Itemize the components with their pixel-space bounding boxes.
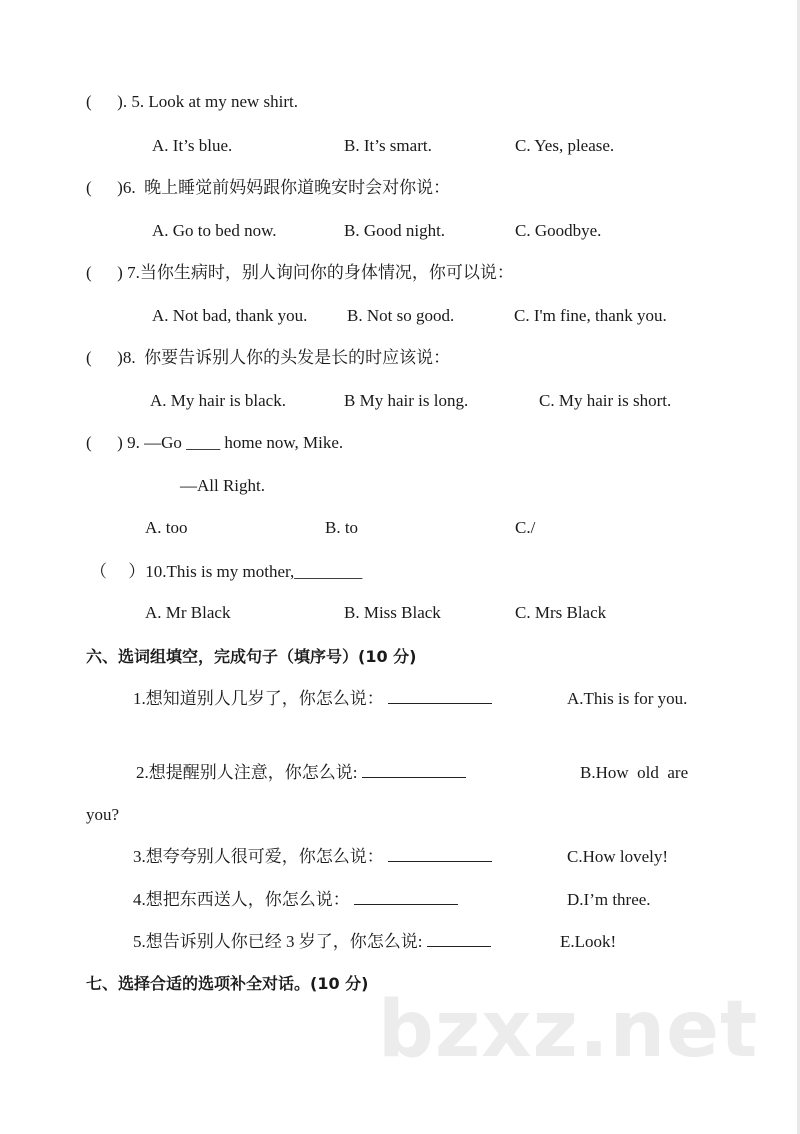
q9-stem (86, 433, 343, 453)
s6-option-b-cont: you? (86, 805, 120, 824)
item-text: 3.想夸夸别人很可爱，你怎么说： (133, 847, 384, 866)
q6-option-a: A. Go to bed now. (152, 221, 277, 240)
question-text: 6. 晚上睡觉前妈妈跟你道晚安时会对你说： (122, 178, 451, 197)
watermark: bzxz.net (378, 985, 759, 1075)
question-text: 7.当你生病时，别人询问你的身体情况，你可以说： (122, 263, 514, 282)
s6-item-4 (133, 890, 458, 910)
q5-stem (86, 92, 298, 112)
q7-option-b: B. Not so good. (347, 306, 455, 325)
q9-option-c: C./ (515, 518, 536, 537)
question-text: 8. 你要告诉别人你的头发是长的时应该说： (122, 348, 451, 367)
q10-stem (90, 562, 362, 582)
q5-option-a: A. It’s blue. (152, 136, 233, 155)
s6-option-e: E.Look! (560, 932, 617, 951)
s6-option-a: A.This is for you. (567, 689, 688, 708)
q10-option-c: C. Mrs Black (515, 603, 607, 622)
question-text: 10.This is my mother,________ (145, 562, 363, 581)
q7-stem (86, 263, 514, 283)
s6-option-b: B.How old are (580, 763, 689, 782)
q9-option-a: A. too (145, 518, 188, 537)
item-text: 4.想把东西送人，你怎么说： (133, 890, 350, 909)
answer-bracket: （ ） (90, 562, 146, 581)
q5-option-b: B. It’s smart. (344, 136, 432, 155)
q8-option-a: A. My hair is black. (150, 391, 286, 410)
question-text: 9. —Go ____ home now, Mike. (122, 433, 344, 452)
question-text: 5. Look at my new shirt. (131, 92, 298, 111)
q8-stem (86, 348, 450, 368)
section7-title: 七、选择合适的选项补全对话。(10 分) (86, 974, 369, 993)
q9-option-b: B. to (325, 518, 359, 537)
s6-item-5 (133, 932, 491, 952)
answer-bracket: ( ) (86, 348, 123, 367)
item-text: 2.想提醒别人注意，你怎么说: (136, 763, 358, 782)
q10-option-b: B. Miss Black (344, 603, 441, 622)
q7-option-a: A. Not bad, thank you. (152, 306, 308, 325)
q8-option-b: B My hair is long. (344, 391, 469, 410)
q5-option-c: C. Yes, please. (515, 136, 615, 155)
item-text: 5.想告诉别人你已经 3 岁了，你怎么说: (133, 932, 423, 951)
q10-option-a: A. Mr Black (145, 603, 231, 622)
answer-bracket: ( ). (86, 92, 128, 111)
answer-bracket: ( ) (86, 263, 123, 282)
s6-item-3 (133, 847, 492, 867)
s6-option-c: C.How lovely! (567, 847, 669, 866)
q6-option-b: B. Good night. (344, 221, 446, 240)
answer-blank[interactable] (388, 689, 492, 704)
q6-option-c: C. Goodbye. (515, 221, 602, 240)
answer-bracket: ( ) (86, 433, 123, 452)
s6-item-1 (133, 689, 492, 709)
q6-stem (86, 178, 450, 198)
answer-blank[interactable] (362, 763, 466, 778)
section6-title: 六、选词组填空，完成句子（填序号）(10 分) (86, 647, 417, 666)
s6-option-d: D.I’m three. (567, 890, 651, 909)
answer-blank[interactable] (388, 847, 492, 862)
q9-reply: —All Right. (180, 476, 266, 495)
q8-option-c: C. My hair is short. (539, 391, 672, 410)
s6-item-2 (136, 763, 466, 783)
answer-bracket: ( ) (86, 178, 123, 197)
q7-option-c: C. I'm fine, thank you. (514, 306, 667, 325)
item-text: 1.想知道别人几岁了，你怎么说： (133, 689, 384, 708)
answer-blank[interactable] (427, 932, 491, 947)
answer-blank[interactable] (354, 890, 458, 905)
